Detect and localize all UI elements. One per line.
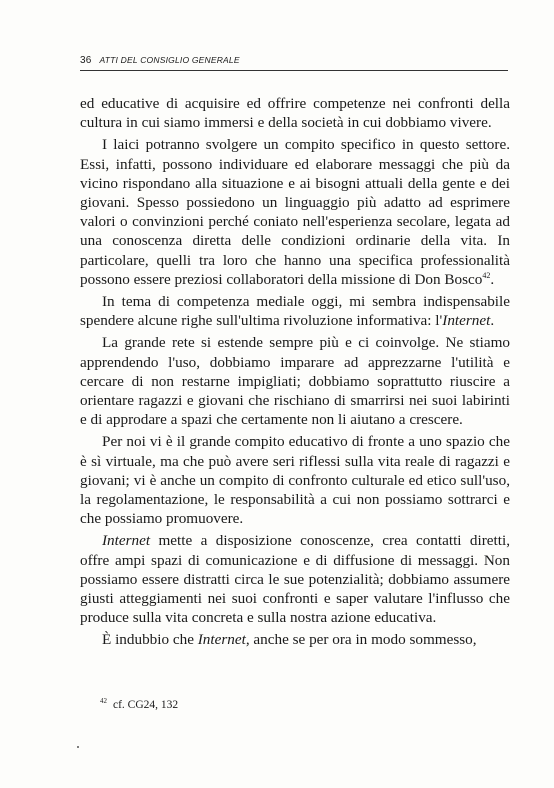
footnote-number: 42 — [100, 697, 107, 705]
paragraph — [80, 630, 510, 649]
paragraph — [80, 531, 510, 627]
paragraph-text: ed educative di acquisire ed offrire competenze nei confronti della cultura in cui siamo immersi e della società in cui dobbiamo vivere. — [80, 95, 510, 132]
paragraph-text: , anche se per ora in modo sommesso, — [245, 631, 477, 649]
paragraph-text: . — [490, 270, 495, 288]
running-header — [80, 55, 508, 66]
paragraph — [80, 333, 510, 429]
footnote-reference: 42 — [482, 270, 491, 280]
paragraph — [80, 94, 510, 132]
header-rule — [80, 70, 508, 71]
paragraph — [80, 292, 510, 330]
paragraph-text: mette a disposizione conoscenze, crea contatti diretti, offre ampi spazi di comunicazione e di diffusione di messaggi. Non possiamo essere distratti circa le sue potenzialità; dobbiamo assumere giusti atteggiamenti nei suoi confronti e saper valutare l'influsso che produce sulla vita concreta e sulla nostra azione educativa. — [80, 532, 510, 627]
paragraph-text: È indubbio che — [102, 631, 198, 649]
paragraph-text: La grande rete si estende sempre più e ci coinvolge. Ne stiamo apprendendo l'uso, dobbiamo imparare ad apprezzarne l'utilità e cercare di non restarne impigliati; dobbiamo soprattutto riuscire a orientare ragazzi e giovani che rischiano di smarrirsi nei suoi labirinti e di approdare a spazi che certamente non li aiutano a crescere. — [80, 334, 510, 429]
footnote-text: cf. CG24, 132 — [113, 698, 179, 711]
body-text — [80, 94, 510, 653]
paragraph — [80, 432, 510, 528]
paragraph-text: . — [490, 312, 495, 330]
running-title: ATTI DEL CONSIGLIO GENERALE — [99, 55, 240, 65]
paragraph-text: Per noi vi è il grande compito educativo di fronte a uno spazio che è sì virtuale, ma che può avere seri riflessi sulla vita reale di ragazzi e giovani; vi è anche un compito di confronto culturale ed etico sull'uso, la regolamentazione, le responsabilità a cui non possiamo sottrarci e che possiamo promuovere. — [80, 433, 510, 528]
italic-term: Internet — [197, 631, 246, 649]
paragraph-text: I laici potranno svolgere un compito specifico in questo settore. Essi, infatti, possono individuare ed elaborare messaggi che più da vicino rispondano alla situazione e ai bisogni attuali della gente e dei giovani. Spesso possiedono un linguaggio più adatto ad esprimere valori o convinzioni perché coniato nell'esperienza secolare, legata ad una conoscenza diretta delle condizioni ordinarie della vita. In particolare, quelli tra loro che hanno una specifica professionalità possono essere preziosi collaboratori della missione di Don Bosco — [80, 136, 510, 288]
paragraph — [80, 135, 510, 289]
italic-term: Internet — [442, 312, 491, 330]
paragraph-text: In tema di competenza mediale oggi, mi sembra indispensabile spendere alcune righe sull'ultima rivoluzione informativa: l' — [80, 293, 510, 330]
scan-speck — [77, 746, 79, 748]
page-number: 36 — [80, 55, 92, 66]
italic-term: Internet — [102, 532, 151, 550]
footnote — [100, 697, 178, 711]
